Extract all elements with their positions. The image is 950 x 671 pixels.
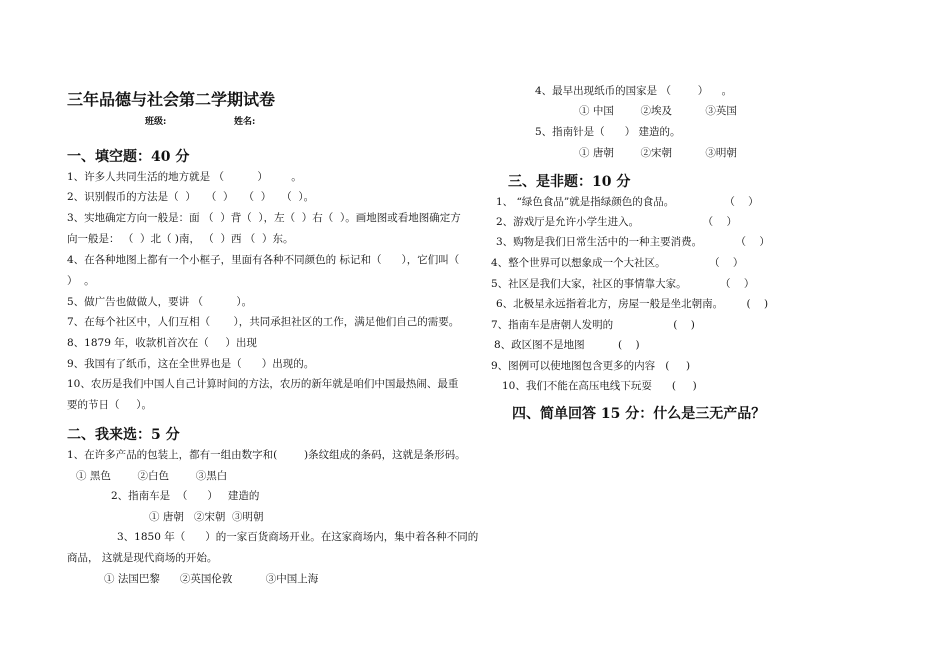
s3-line: 4、整个世界可以想象成一个大社区。 （ ） bbox=[491, 257, 744, 269]
s3-line: 5、社区是我们大家，社区的事情靠大家。 （ ） bbox=[491, 278, 755, 290]
name-label: 姓名: bbox=[234, 117, 256, 127]
s1-line: 5、做广告也做做人，要讲 （ ）。 bbox=[67, 296, 253, 308]
s3-line: 9、图例可以使地图包含更多的内容 ( ) bbox=[491, 360, 691, 372]
section-2-heading: 二、我来选：5 分 bbox=[67, 427, 180, 443]
s2-line: 2、指南车是 （ ） 建造的 bbox=[111, 490, 260, 502]
s2-line: 3、1850 年（ ）的一家百货商场开业。在这家商场内，集中着各种不同的 bbox=[117, 531, 479, 543]
s3-line: 6、北极星永远指着北方，房屋一般是坐北朝南。 ( ) bbox=[496, 298, 769, 310]
class-label: 班级: bbox=[145, 117, 167, 127]
s1-line: 8、1879 年，收款机首次在（ ）出现 bbox=[67, 337, 257, 349]
s2-line: 商品， 这就是现代商场的开始。 bbox=[67, 552, 218, 564]
s1-line: 要的节日（ ）。 bbox=[67, 399, 152, 411]
s2-line: 5、指南针是（ ） 建造的。 bbox=[535, 126, 681, 138]
s3-line: 3、购物是我们日常生活中的一种主要消费。 （ ） bbox=[496, 236, 770, 248]
s3-line: 2、游戏厅是允许小学生进入。 （ ） bbox=[496, 216, 737, 228]
s1-line: 2、识别假币的方法是（ ） （ ） （ ） （ ）。 bbox=[67, 191, 315, 203]
s3-line: 1、 “绿色食品”就是指绿颜色的食品。 （ ） bbox=[496, 196, 759, 208]
exam-title: 三年品德与社会第二学期试卷 bbox=[67, 90, 276, 109]
s1-line: 9、我国有了纸币，这在全世界也是（ ）出现的。 bbox=[67, 358, 315, 370]
s1-line: 7、在每个社区中，人们互相（ ），共同承担社区的工作，满足他们自己的需要。 bbox=[67, 316, 460, 328]
s1-line: ） 。 bbox=[67, 275, 95, 287]
s3-line: 7、指南车是唐朝人发明的 ( ) bbox=[491, 319, 695, 331]
s2-options: ① 黑色 ②白色 ③黑白 bbox=[76, 470, 228, 482]
s2-options: ① 唐朝 ②宋朝 ③明朝 bbox=[149, 511, 264, 523]
s1-line: 10、农历是我们中国人自己计算时间的方法，农历的新年就是咱们中国最热闹、最重 bbox=[67, 378, 459, 390]
s1-line: 1、许多人共同生活的地方就是 （ ） 。 bbox=[67, 171, 302, 183]
section-3-heading: 三、是非题：10 分 bbox=[508, 174, 631, 190]
s2-options: ① 唐朝 ②宋朝 ③明朝 bbox=[579, 147, 737, 159]
s2-options: ① 中国 ②埃及 ③英国 bbox=[579, 105, 737, 117]
section-1-heading: 一、填空题：40 分 bbox=[67, 149, 190, 165]
s3-line: 8、政区图不是地图 ( ) bbox=[494, 339, 640, 351]
s1-line: 4、在各种地图上都有一个小框子，里面有各种不同颜色的 标记和（ ），它们叫（ bbox=[67, 254, 460, 266]
s2-options: ① 法国巴黎 ②英国伦敦 ③中国上海 bbox=[104, 573, 319, 585]
s3-line: 10、我们不能在高压电线下玩耍 ( ) bbox=[502, 380, 697, 392]
s2-line: 4、最早出现纸币的国家是 （ ） 。 bbox=[535, 85, 733, 97]
section-4-heading: 四、简单回答 15 分：什么是三无产品？ bbox=[512, 406, 766, 422]
s1-line: 向一般是： （ ）北（ )南， （ ）西 （ ）东。 bbox=[67, 233, 294, 245]
s1-line: 3、实地确定方向一般是：面 （ ）背（ ），左（ ）右（ ）。画地图或看地图确定方 bbox=[67, 212, 461, 224]
s2-line: 1、在许多产品的包装上，都有一组由数字和( )条纹组成的条码，这就是条形码。 bbox=[67, 449, 466, 461]
